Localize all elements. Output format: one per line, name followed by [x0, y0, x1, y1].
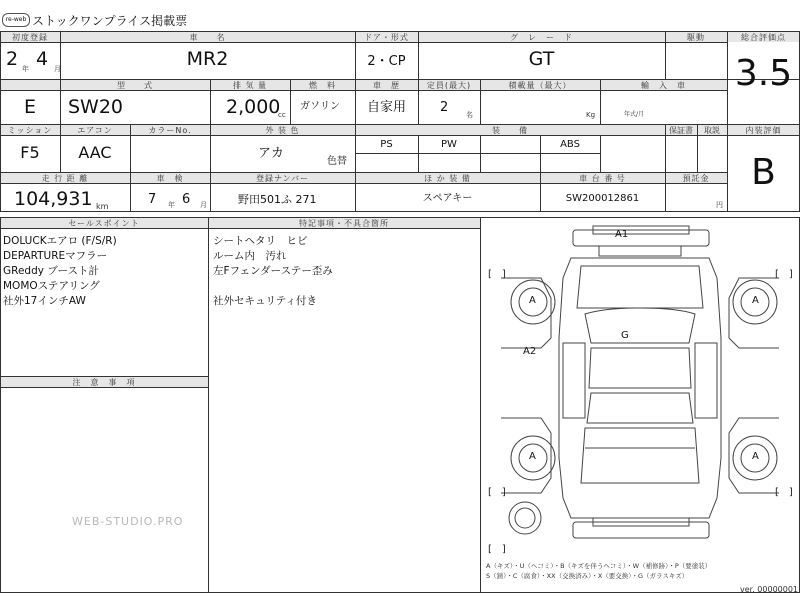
- load-unit: Kg: [586, 111, 596, 119]
- color-change: 色替: [327, 156, 347, 167]
- chassis-number: SW200012861: [565, 193, 640, 204]
- damage-mark-wheel-fl: A: [529, 295, 536, 306]
- damage-legend-line-2: S（錆）・C（腐食）・XX（交換済み）・X（要交換）・G（ガラスキズ）: [486, 572, 689, 580]
- label-import: 輸 入 車: [641, 81, 686, 90]
- label-manual: 取説: [704, 126, 720, 135]
- displacement: 2,000: [226, 96, 281, 118]
- label-recycle: 預託金: [682, 174, 710, 183]
- interior-score: B: [751, 152, 776, 193]
- label-grade: グ レ ー ド: [510, 33, 573, 42]
- inspection-year: 7: [148, 192, 157, 207]
- label-sales-points: セールスポイント: [68, 219, 140, 228]
- sales-point: 社外17インチAW: [3, 295, 86, 307]
- first-reg-month-unit: 月: [54, 65, 61, 73]
- capacity-unit: 名: [466, 111, 473, 119]
- overall-score: 3.5: [734, 53, 793, 94]
- label-inspection: 車 検: [156, 174, 184, 183]
- bracket-rear-left: [ ]: [488, 487, 506, 498]
- first-reg-year-unit: 年: [22, 65, 29, 73]
- bracket-spare: [ ]: [488, 544, 506, 555]
- logo: [2, 13, 30, 27]
- damage-mark-wheel-rl: A: [529, 451, 536, 462]
- sales-point: GReddy ブースト計: [3, 265, 99, 277]
- bracket-rear-right: [ ]: [775, 487, 793, 498]
- aircon: AAC: [78, 143, 112, 162]
- damage-mark-a2: A2: [523, 346, 537, 357]
- label-drive: 駆動: [687, 33, 705, 42]
- label-equipment: 装 備: [492, 126, 528, 135]
- label-load: 積載量（最大）: [508, 81, 572, 90]
- doors-type: 2・CP: [367, 54, 406, 69]
- equip-pw: PW: [441, 139, 457, 150]
- label-warranty: 保証書: [669, 126, 693, 135]
- note-item: ルーム内 汚れ: [213, 250, 287, 262]
- spare-tire: [509, 502, 541, 534]
- damage-legend-line-1: A（キズ）・U（ヘコミ）・B（キズを伴うヘコミ）・W（補修跡）・P（要塗装）: [486, 562, 712, 570]
- mileage: 104,931: [14, 188, 93, 210]
- inspection-month-unit: 月: [200, 201, 207, 209]
- exterior-color: アカ: [258, 146, 284, 161]
- bracket-front-left: [ ]: [488, 269, 506, 280]
- label-doors-type: ドア・形式: [364, 33, 409, 42]
- equip-ps: PS: [380, 139, 393, 150]
- label-capacity: 定員(最大): [426, 81, 472, 90]
- label-fuel: 燃 料: [309, 81, 336, 90]
- label-aircon: エアコン: [77, 126, 113, 135]
- damage-mark-wheel-rr: A: [752, 451, 759, 462]
- recycle-unit: 円: [716, 201, 723, 209]
- footer-version: ver. 00000001: [740, 585, 799, 594]
- label-mileage: 走 行 距 離: [41, 174, 89, 183]
- label-car-name: 車 名: [189, 33, 226, 42]
- label-interior-score: 内装評価: [745, 126, 782, 135]
- fuel: ガソリン: [300, 101, 340, 112]
- mission: F5: [20, 143, 40, 162]
- grade: GT: [528, 48, 555, 70]
- damage-mark-g: G: [621, 330, 629, 341]
- label-exterior-color: 外 装 色: [265, 126, 300, 135]
- damage-mark-wheel-fr: A: [752, 295, 759, 306]
- bracket-front-right: [ ]: [775, 269, 793, 280]
- model-code: SW20: [68, 96, 124, 118]
- label-mission: ミッション: [7, 126, 53, 135]
- other-equipment: スペアキー: [422, 193, 473, 204]
- displacement-unit: cc: [278, 111, 286, 119]
- sales-point: DOLUCKエアロ (F/S/R): [3, 235, 117, 247]
- label-notes: 特記事項・不具合箇所: [299, 219, 389, 228]
- label-first-reg: 初度登録: [12, 33, 48, 42]
- label-usage: 車 歴: [373, 81, 400, 90]
- usage: 自家用: [366, 100, 406, 115]
- label-displacement: 排 気 量: [232, 81, 268, 90]
- notes-list: [213, 234, 473, 309]
- note-item: [213, 279, 473, 294]
- plate-number: 野田501ふ 271: [238, 193, 317, 206]
- note-item: 左Fフェンダーステー歪み: [213, 265, 333, 277]
- label-color-no: カラーNo.: [148, 126, 192, 135]
- mileage-unit: km: [96, 202, 109, 211]
- inspection-year-unit: 年: [168, 201, 175, 209]
- doc-title: ストックワンプライス掲載票: [32, 14, 188, 28]
- sales-point: MOMOステアリング: [3, 280, 100, 292]
- equip-abs: ABS: [560, 139, 580, 150]
- first-reg-year: 2: [6, 48, 19, 70]
- first-reg-month: 4: [36, 48, 49, 70]
- note-item: 社外セキュリティ付き: [213, 295, 317, 307]
- logo-text: re-web: [5, 16, 27, 23]
- label-chassis-no: 車 台 番 号: [579, 174, 626, 183]
- sales-point: DEPARTUREマフラー: [3, 250, 108, 262]
- label-model: 型 式: [117, 81, 153, 90]
- car-name: MR2: [186, 48, 229, 70]
- label-overall-score: 総合評価点: [741, 33, 786, 42]
- car-damage-diagram: [481, 218, 799, 570]
- import-unit: 年式/月: [624, 111, 645, 118]
- sales-points-list: [3, 234, 203, 309]
- engine-code: E: [23, 96, 36, 118]
- note-item: シートヘタリ ヒビ: [213, 235, 308, 247]
- capacity: 2: [440, 100, 449, 115]
- label-other-equipment: ほ か 装 備: [424, 174, 471, 183]
- label-plate: 登録ナンバー: [255, 174, 310, 183]
- inspection-month: 6: [182, 192, 191, 207]
- damage-mark-a1: A1: [615, 229, 629, 240]
- label-caution: 注 意 事 項: [72, 378, 136, 387]
- watermark: WEB-STUDIO.PRO: [72, 515, 184, 528]
